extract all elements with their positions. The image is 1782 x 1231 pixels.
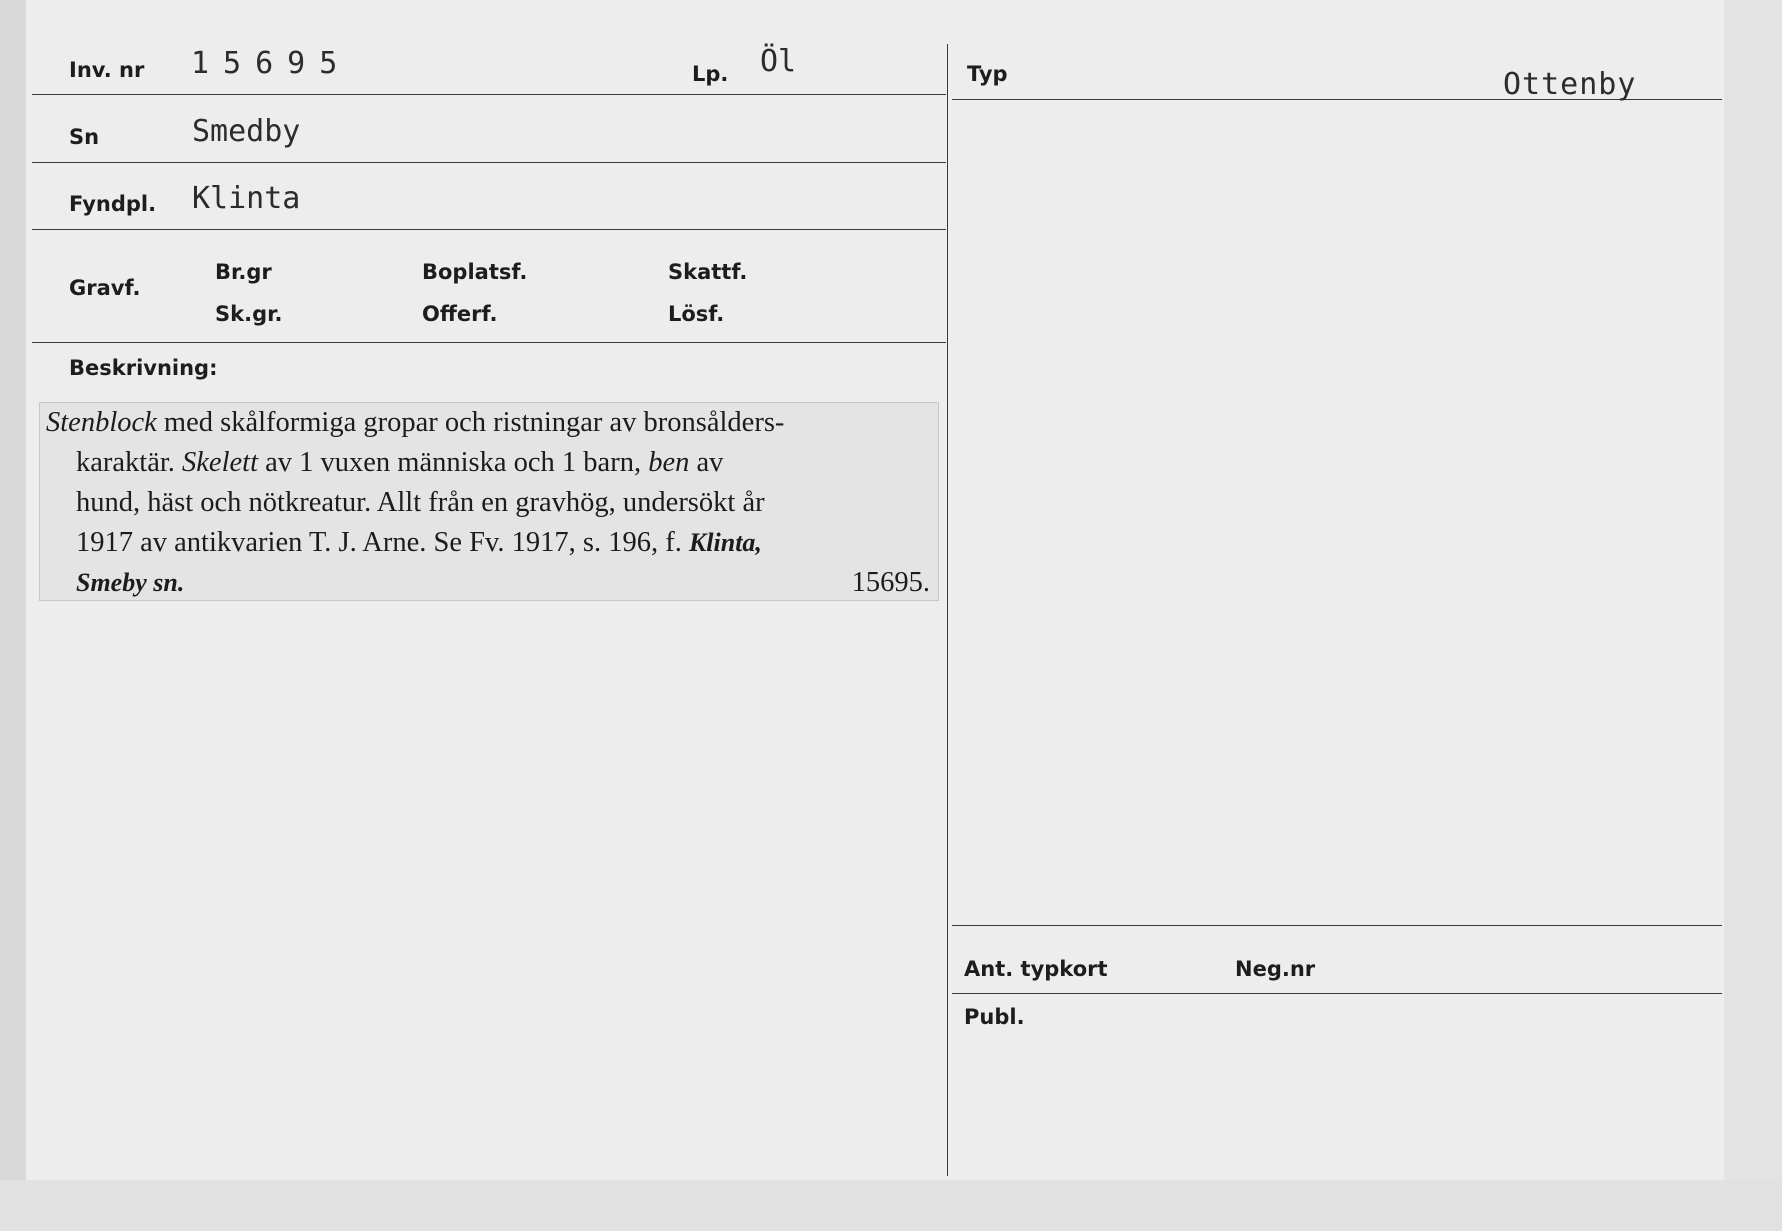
lp-value: Öl [760, 44, 797, 79]
typ-label: Typ [967, 62, 1008, 86]
clip-text-2a: karaktär. [76, 447, 183, 478]
clip-text-4: 1917 av antikvarien T. J. Arne. Se Fv. 1917, s. 196, f. [76, 527, 689, 558]
offerf-label: Offerf. [422, 302, 498, 326]
rule-ant-top [952, 925, 1722, 926]
sn-label: Sn [69, 125, 100, 149]
scan-margin-right [1724, 0, 1782, 1231]
fyndpl-label: Fyndpl. [69, 192, 157, 216]
boplatsf-label: Boplatsf. [422, 260, 528, 284]
brgr-label: Br.gr [215, 260, 272, 284]
clip-line-3: hund, häst och nötkreatur. Allt från en gravhög, undersökt år [76, 487, 765, 518]
sn-value: Smedby [192, 114, 301, 149]
negnr-label: Neg.nr [1235, 957, 1316, 981]
ant-typkort-label: Ant. typkort [964, 957, 1108, 981]
clip-line-4 [46, 523, 930, 563]
clip-line-1 [46, 403, 930, 443]
inv-value: 15695 [191, 46, 352, 81]
word-klinta: Klinta, [688, 528, 762, 557]
rule-inv [32, 94, 946, 95]
fyndpl-value: Klinta [192, 181, 301, 216]
publ-label: Publ. [964, 1005, 1025, 1029]
inv-reference: 15695. [851, 567, 930, 598]
scan-margin-bottom [0, 1180, 1782, 1231]
description-clipping [39, 402, 939, 601]
rule-sn [32, 162, 946, 163]
losf-label: Lösf. [668, 302, 725, 326]
rule-fyndpl [32, 229, 946, 230]
skattf-label: Skattf. [668, 260, 748, 284]
beskrivning-label: Beskrivning: [69, 356, 218, 380]
center-divider [947, 44, 948, 1176]
inv-label: Inv. nr [69, 58, 145, 82]
skgr-label: Sk.gr. [215, 302, 283, 326]
clip-text-1: med skålformiga gropar och ristningar av bronsålders- [156, 407, 785, 438]
clip-line-5 [46, 563, 930, 603]
clip-text-2c: av [689, 447, 724, 478]
lp-label: Lp. [692, 62, 729, 86]
description-text [46, 403, 930, 603]
word-skelett: Skelett [182, 447, 258, 478]
gravf-label: Gravf. [69, 276, 141, 300]
word-stenblock: Stenblock [46, 407, 157, 438]
typ-value: Ottenby [1503, 67, 1637, 102]
rule-ant-bottom [952, 993, 1722, 994]
rule-gravf [32, 342, 946, 343]
clip-text-2b: av 1 vuxen människa och 1 barn, [258, 447, 649, 478]
word-ben: ben [648, 447, 690, 478]
word-smeby: Smeby sn. [76, 568, 185, 597]
clip-line-2 [46, 443, 930, 483]
